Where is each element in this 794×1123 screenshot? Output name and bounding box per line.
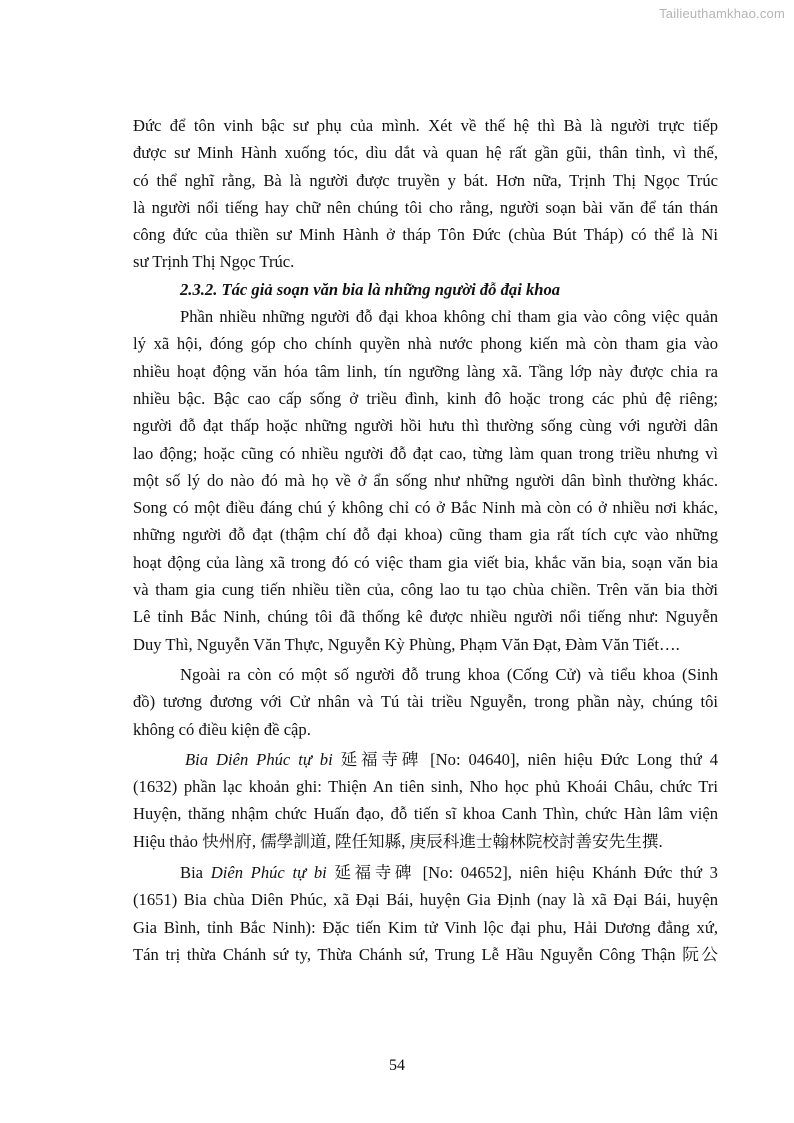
text-line: được sư Minh Hành xuống tóc, dìu dắt và quan hệ rất gần gũi, thân tình, vì thế, [133, 143, 718, 163]
text-line: có thể nghĩ rằng, Bà là người được truyền y bát. Hơn nữa, Trịnh Thị Ngọc Trúc [133, 170, 718, 190]
text-line: là người nổi tiếng hay chữ nên chúng tôi cho rằng, người soạn bài văn để tán thán [133, 197, 718, 217]
page-number: 54 [389, 1057, 405, 1074]
text-line: công đức của thiền sư Minh Hành ở tháp Tôn Đức (chùa Bút Tháp) có thể là Ni [133, 225, 718, 245]
inscription-title: Bia Diên Phúc tự bi [185, 749, 333, 769]
section-heading: 2.3.2. Tác giả soạn văn bia là những người đỗ đại khoa [180, 279, 561, 299]
page-body [133, 112, 718, 968]
text-line: Song có một điều đáng chú ý không chỉ có ở Bắc Ninh mà còn có ở nhiều nơi khác, [133, 498, 718, 518]
text-line: lý xã hội, đóng góp cho chính quyền nhà nước phong kiến mà còn tham gia vào [133, 334, 718, 354]
text-line: nhiều bậc. Bậc cao cấp sống ở triều đình, kinh đô hoặc trong các phủ đệ riêng; [133, 388, 718, 408]
text-line: Ngoài ra còn có một số người đỗ trung khoa (Cống Cử) và tiểu khoa (Sinh [180, 664, 718, 684]
text-line [133, 859, 718, 886]
text-line: (1632) phần lạc khoản ghi: Thiện An tiên sinh, Nho học phủ Khoái Châu, chức Tri [133, 777, 718, 797]
text-line: và tham gia cung tiến nhiều tiền của, công lao tu tạo chùa chiền. Trên văn bia thời [133, 580, 718, 600]
text-line: những người đỗ đạt (thậm chí đỗ đại khoa) cũng tham gia rất tích cực vào những [133, 525, 718, 545]
text-line: nhiều hoạt động văn hóa tâm linh, tín ngưỡng làng xã. Tầng lớp này được chia ra [133, 361, 718, 381]
watermark: Tailieuthamkhao.com [659, 6, 785, 21]
text-line: Hiệu thảo 快州府, 儒學訓道, 陞任知縣, 庚辰科進士翰林院校討善安先生撰. [133, 831, 663, 851]
text-line: Tán trị thừa Chánh sứ ty, Thừa Chánh sứ, Trung Lễ Hầu Nguyễn Công Thận 阮公 [133, 944, 718, 964]
text-line: đồ) tương đương với Cử nhân và Tú tài triều Nguyễn, trong phần này, chúng tôi [133, 692, 718, 712]
text-line: sư Trịnh Thị Ngọc Trúc. [133, 252, 295, 272]
text-line: Gia Bình, tỉnh Bắc Ninh): Đặc tiến Kim tử Vinh lộc đại phu, Hải Dương đẳng xứ, [133, 917, 718, 937]
text-line: Duy Thì, Nguyễn Văn Thực, Nguyễn Kỳ Phùng, Phạm Văn Đạt, Đàm Văn Tiết…. [133, 634, 680, 654]
inscription-title: Diên Phúc tự bi [210, 863, 327, 883]
text-line: hoạt động của làng xã trong đó có việc tham gia viết bia, khắc văn bia, soạn văn bia [133, 552, 718, 572]
text-line: Lê tỉnh Bắc Ninh, chúng tôi đã thống kê được nhiều người nổi tiếng như: Nguyễn [133, 607, 718, 627]
inscription-prefix: Bia [180, 863, 211, 883]
text-line: Đức để tôn vinh bậc sư phụ của mình. Xét về thế hệ thì Bà là người trực tiếp [133, 116, 718, 135]
paragraph-4 [133, 746, 718, 855]
text-line: lao động; hoặc cũng có nhiều người đỗ đạt cao, từng làm quan trong triều nhưng vì [133, 443, 718, 463]
paragraph-5 [133, 859, 718, 968]
text-line: một số lý do nào đó mà họ về ở ẩn sống như những người dân bình thường khác. [133, 470, 718, 490]
paragraph-3 [133, 661, 718, 743]
paragraph-2 [133, 303, 718, 658]
inscription-info: 延福寺碑 [No: 04652], niên hiệu Khánh Đức thứ 3 [326, 863, 718, 883]
text-line: không có điều kiện đề cập. [133, 719, 311, 739]
text-line: người đỗ đạt thấp hoặc những người hồi hưu thì thường sống cùng với người dân [133, 416, 718, 436]
paragraph-1 [133, 112, 718, 276]
text-line: (1651) Bia chùa Diên Phúc, xã Đại Bái, huyện Gia Định (nay là xã Đại Bái, huyện [133, 890, 718, 910]
text-line: Huyện, thăng nhậm chức Huấn đạo, đỗ tiến sĩ khoa Canh Thìn, chức Hàn lâm viện [133, 804, 718, 824]
inscription-info: 延福寺碑 [No: 04640], niên hiệu Đức Long thứ 4 [332, 749, 718, 769]
text-line: Phần nhiều những người đỗ đại khoa không chỉ tham gia vào công việc quản [180, 307, 718, 327]
text-line [133, 746, 718, 773]
